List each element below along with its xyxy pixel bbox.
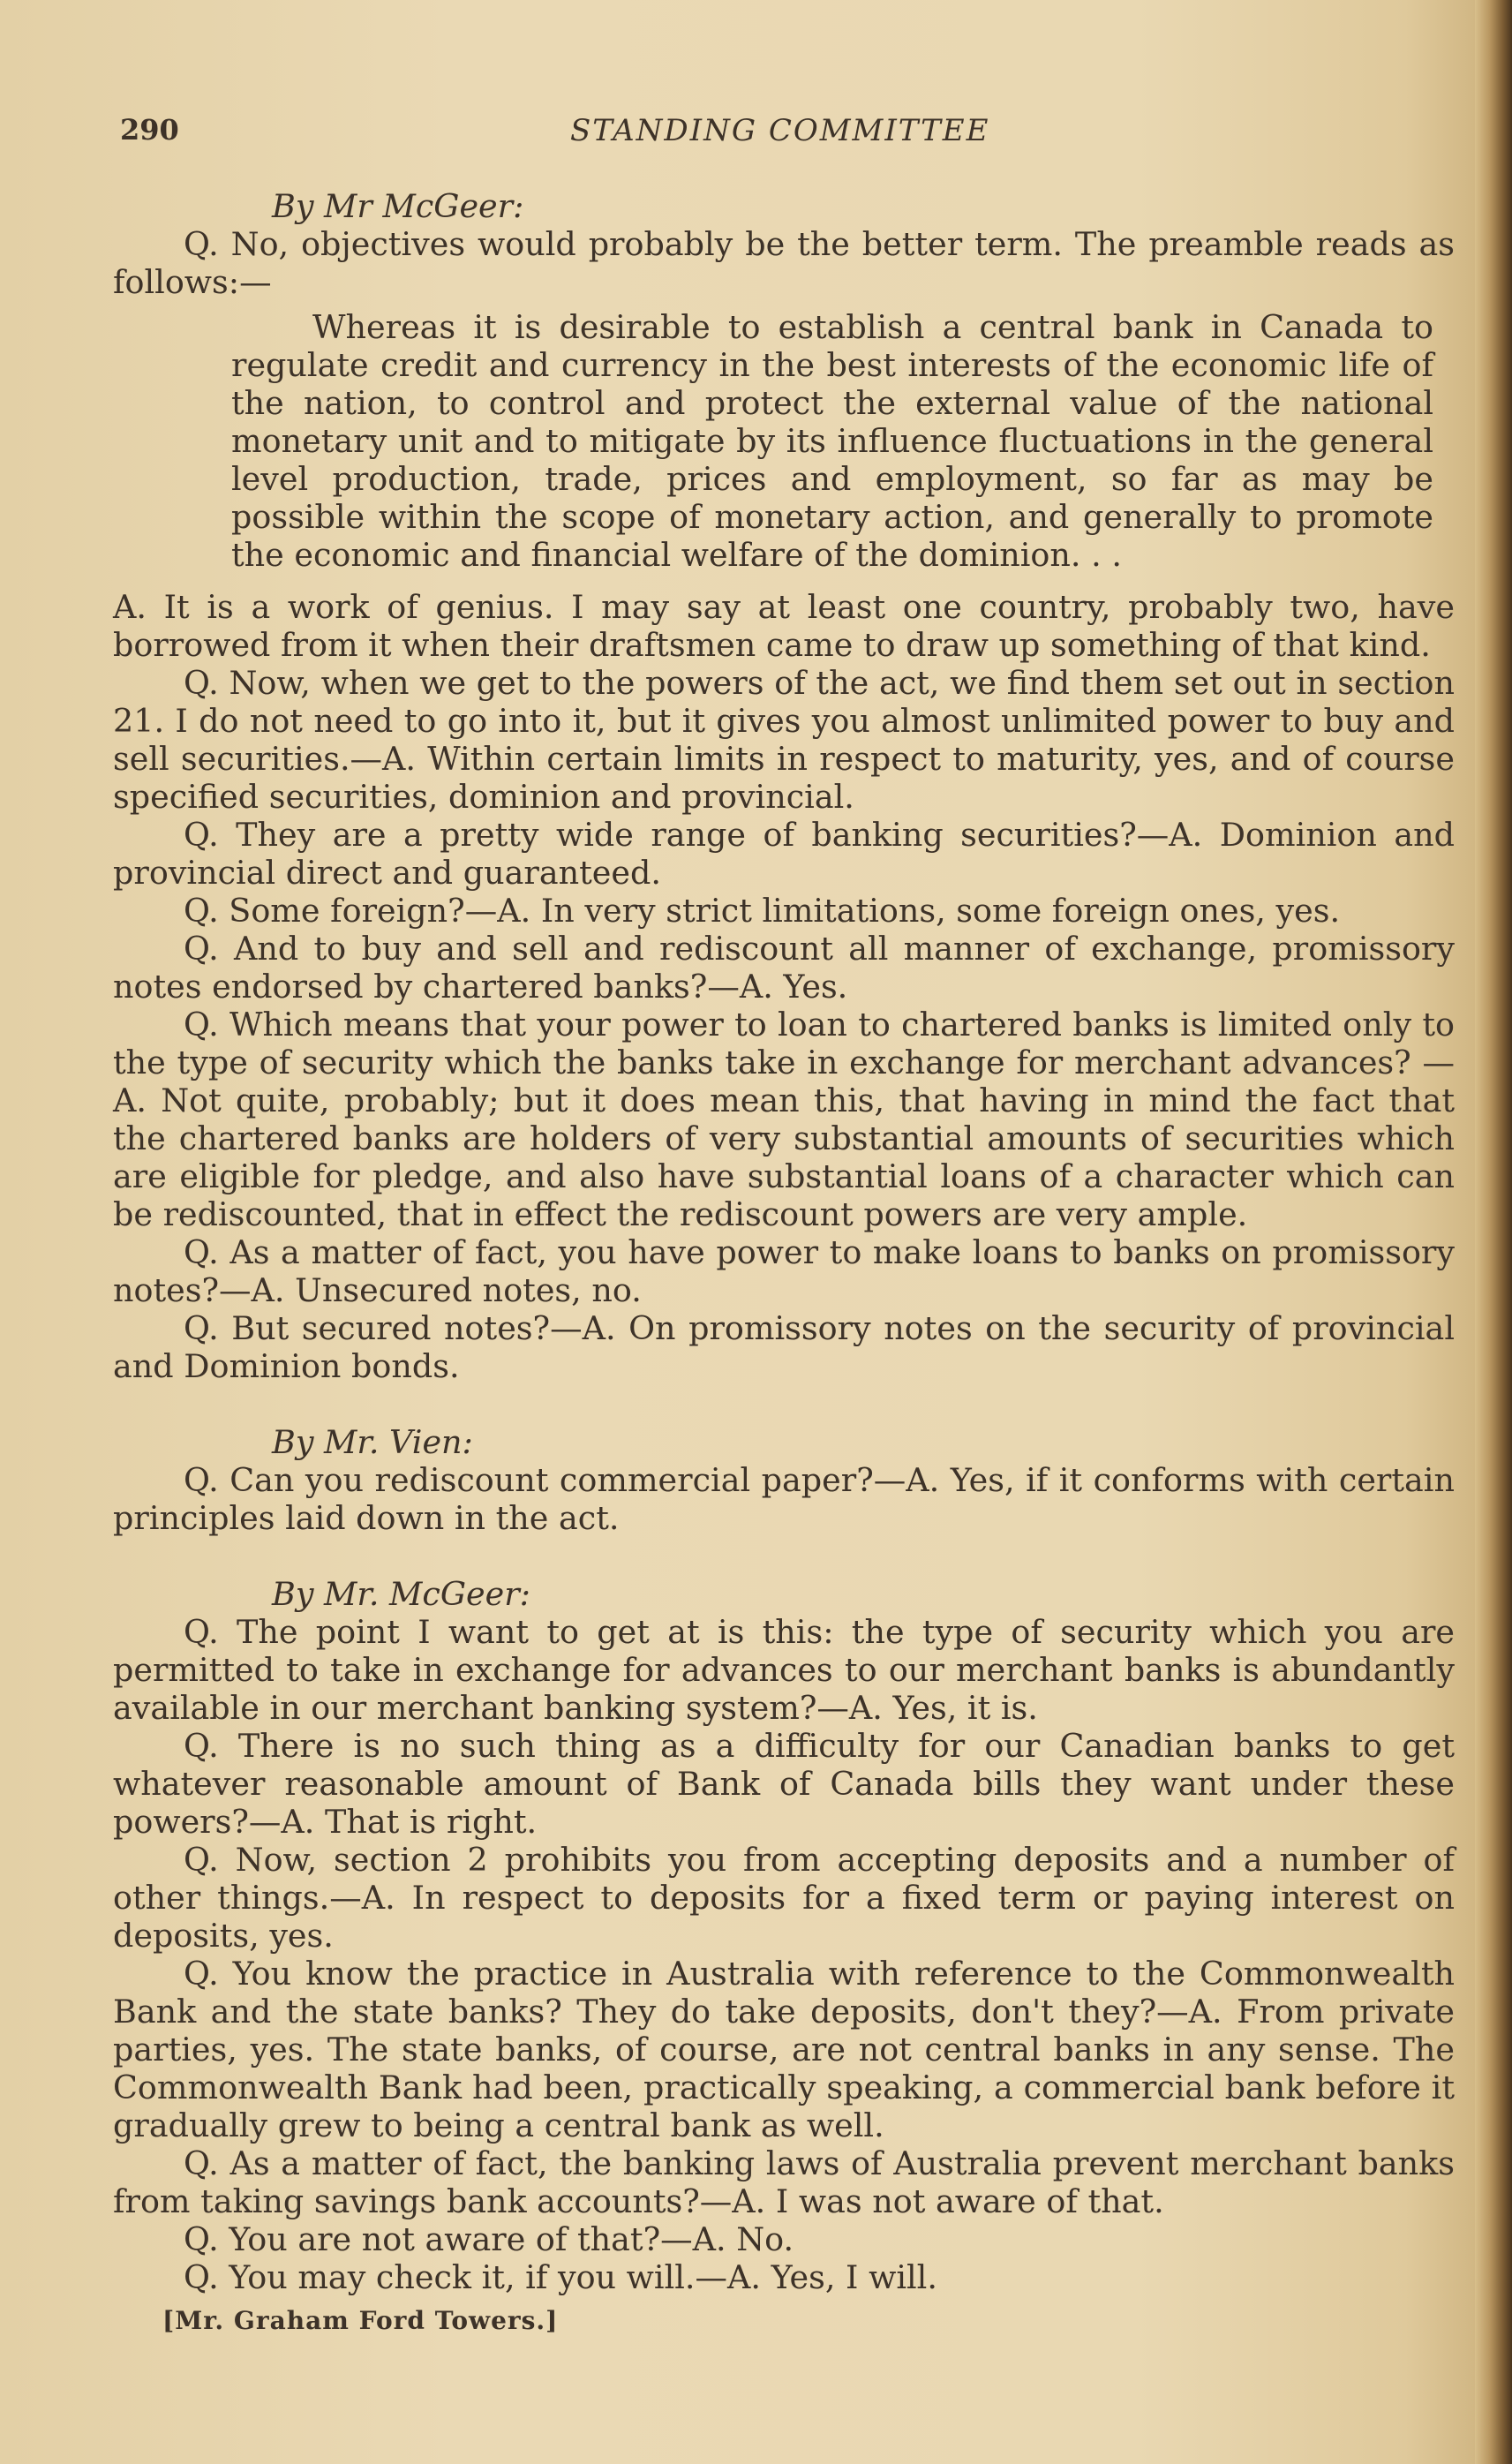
- paragraph: Q. Can you rediscount commercial paper?—A. Yes, if it conforms with certain principles laid down in the act.: [113, 1461, 1455, 1537]
- paragraph: Q. Now, section 2 prohibits you from accepting deposits and a number of other things.—A. In respect to deposits for a fixed term or paying interest on deposits, yes.: [113, 1841, 1455, 1955]
- paragraph: Q. And to buy and sell and rediscount all manner of exchange, promissory notes endorsed by chartered banks?—A. Yes.: [113, 930, 1455, 1006]
- paragraph: Q. The point I want to get at is this: the type of security which you are permitted to take in exchange for advances to our merchant banks is abundantly available in our merchant banking system?—A. Yes, it is.: [113, 1613, 1455, 1727]
- witness-footer: [Mr. Graham Ford Towers.]: [162, 2306, 559, 2335]
- running-head: STANDING COMMITTEE: [570, 113, 990, 148]
- paragraph: Q. You may check it, if you will.—A. Yes, I will.: [184, 2258, 937, 2296]
- paragraph: Q. You are not aware of that?—A. No.: [184, 2220, 794, 2258]
- page-number: 290: [120, 113, 179, 147]
- speaker-heading: By Mr McGeer:: [272, 187, 524, 225]
- paragraph: A. It is a work of genius. I may say at least one country, probably two, have borrowed from it when their draftsmen came to draw up something of that kind.: [113, 588, 1455, 664]
- paragraph: Q. Which means that your power to loan to chartered banks is limited only to the type of security which the banks take in exchange for merchant advances? —A. Not quite, probably; but it does mean this, that having in mind the fact that the chartered banks are holders of very substantial amounts of securities which are eligible for pledge, and also have substantial loans of a character which can be rediscounted, that in effect the rediscount powers are very ample.: [113, 1006, 1455, 1233]
- paragraph: Q. But secured notes?—A. On promissory notes on the security of provincial and Dominion bonds.: [113, 1309, 1455, 1385]
- page-header: [120, 113, 1426, 159]
- paragraph: Q. You know the practice in Australia with reference to the Commonwealth Bank and the state banks? They do take deposits, don't they?—A. From private parties, yes. The state banks, of course, are not central banks in any sense. The Commonwealth Bank had been, practically speaking, a commercial bank before it gradually grew to being a central bank as well.: [113, 1955, 1455, 2144]
- preamble-quote: Whereas it is desirable to establish a central bank in Canada to regulate credit and currency in the best interests of the economic life of the nation, to control and protect the external value of the national monetary unit and to mitigate by its influence fluctuations in the general level production, trade, prices and employment, so far as may be possible within the scope of monetary action, and generally to promote the economic and financial welfare of the dominion. . .: [231, 308, 1433, 574]
- page-edge-shadow: [1475, 0, 1512, 2464]
- page-body: [113, 187, 1455, 2340]
- paragraph: Q. Now, when we get to the powers of the act, we find them set out in section 21. I do not need to go into it, but it gives you almost unlimited power to buy and sell securities.—A. Within certain limits in respect to maturity, yes, and of course specified securities, dominion and provincial.: [113, 664, 1455, 816]
- paragraph: Q. Some foreign?—A. In very strict limitations, some foreign ones, yes.: [184, 892, 1341, 930]
- paragraph: Q. As a matter of fact, the banking laws of Australia prevent merchant banks from taking savings bank accounts?—A. I was not aware of that.: [113, 2144, 1455, 2220]
- paragraph: Q. As a matter of fact, you have power to make loans to banks on promissory notes?—A. Unsecured notes, no.: [113, 1233, 1455, 1309]
- paragraph: Q. There is no such thing as a difficulty for our Canadian banks to get whatever reasonable amount of Bank of Canada bills they want under these powers?—A. That is right.: [113, 1727, 1455, 1841]
- paragraph: Q. No, objectives would probably be the better term. The preamble reads as follows:—: [113, 225, 1455, 301]
- speaker-heading: By Mr. Vien:: [272, 1423, 473, 1461]
- speaker-heading: By Mr. McGeer:: [272, 1575, 530, 1613]
- paragraph: Q. They are a pretty wide range of banking securities?—A. Dominion and provincial direct and guaranteed.: [113, 816, 1455, 892]
